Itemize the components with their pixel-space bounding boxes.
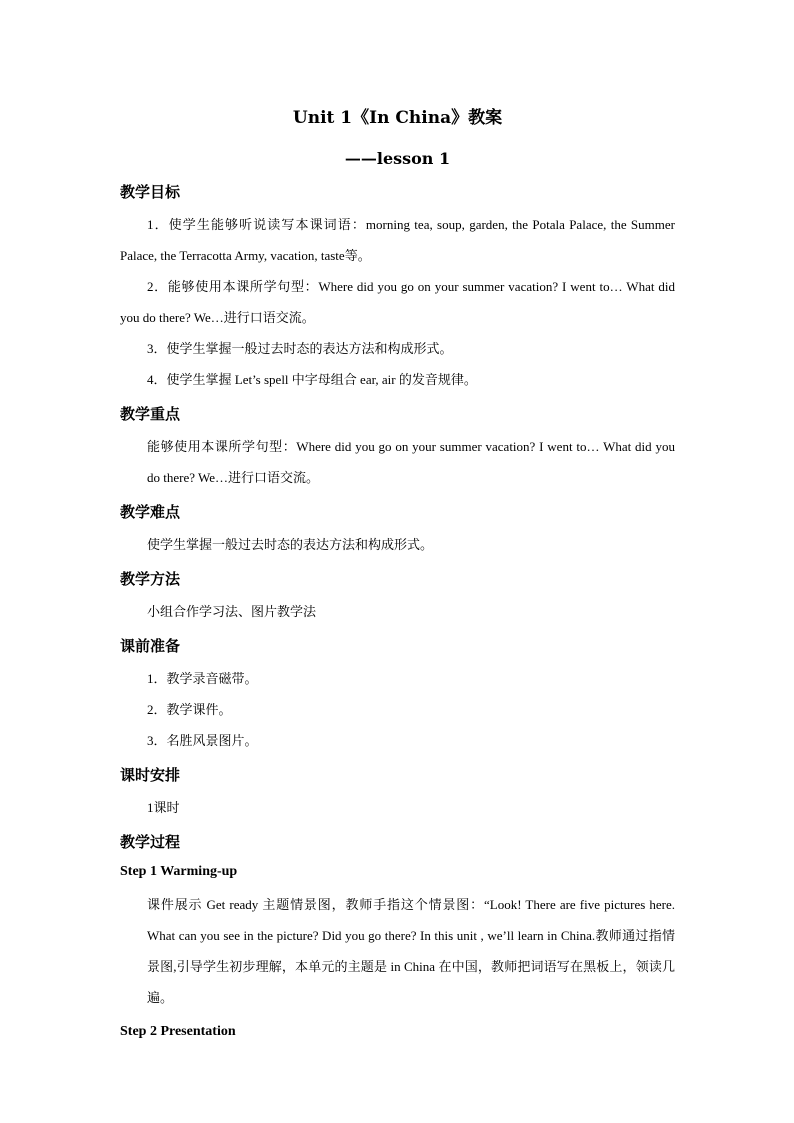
objective-item-1: 1．使学生能够听说读写本课词语：morning tea, soup, garden, the Potala Palace, the Summer Palace, the Terracotta Army, vacation, taste等。 [120,217,675,263]
difficulties-heading: 教学难点 [120,503,181,521]
objective-item-2: 2．能够使用本课所学句型：Where did you go on your summer vacation? I went to… What did you do there? We…进行口语交流。 [120,279,675,325]
objective-item-4: 4．使学生掌握 Let’s spell 中字母组合 ear, air 的发音规律。 [147,372,477,387]
preparation-item-2: 2．教学课件。 [147,702,232,717]
difficulties-text: 使学生掌握一般过去时态的表达方法和构成形式。 [147,537,434,552]
objectives-heading: 教学目标 [120,183,181,201]
preparation-item-3: 3．名胜风景图片。 [147,733,258,748]
document-title: Unit 1《In China》教案 [292,108,503,128]
step1-text: 课件展示 Get ready 主题情景图，教师手指这个情景图：“Look! There are five pictures here. What can you see in the picture? Did you go there? In this unit , we’ll learn in China.教师通过指情景图,引导学生初步理解，本单元的主题是 in China 在中国，教师把词语写在黑板上，领读几遍。 [147,897,675,1005]
step2-heading: Step 2 Presentation [120,1024,236,1039]
key-points-text: 能够使用本课所学句型：Where did you go on your summer vacation? I went to… What did you do there? We…进行口语交流。 [147,439,675,485]
preparation-heading: 课前准备 [120,637,181,655]
document-subtitle: ——lesson 1 [344,149,451,168]
step1-heading: Step 1 Warming-up [120,864,238,879]
process-heading: 教学过程 [120,833,181,851]
document-page [120,100,675,1049]
key-points-heading: 教学重点 [120,405,181,423]
preparation-item-1: 1．教学录音磁带。 [147,671,258,686]
methods-heading: 教学方法 [120,570,181,588]
schedule-text: 1课时 [147,800,180,815]
objective-item-3: 3．使学生掌握一般过去时态的表达方法和构成形式。 [147,341,453,356]
schedule-heading: 课时安排 [120,766,181,784]
methods-text: 小组合作学习法、图片教学法 [147,604,317,619]
